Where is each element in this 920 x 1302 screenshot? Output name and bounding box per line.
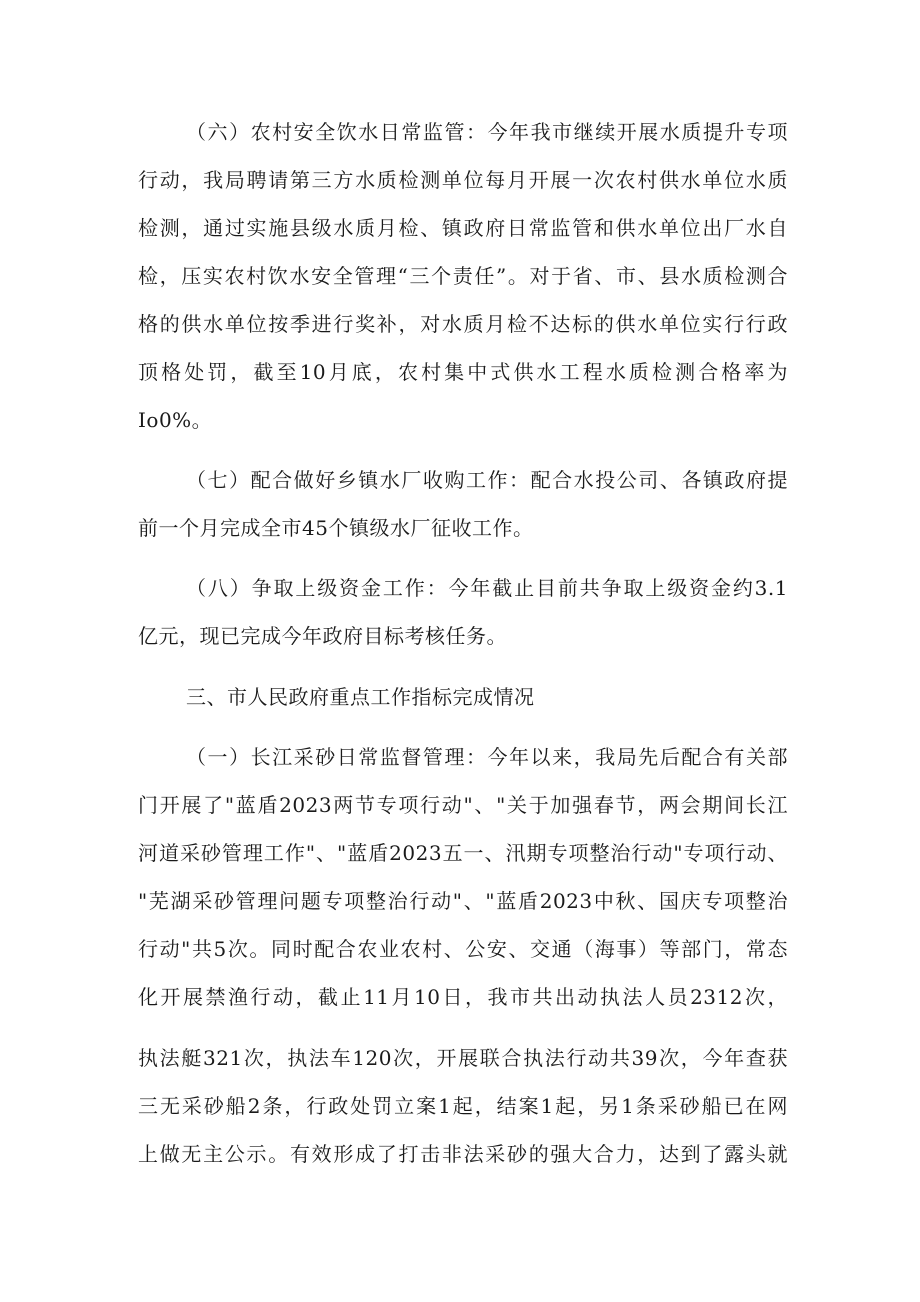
para-6-line-7: Io0%。 [138,408,213,432]
para-6-line-4: 检，压实农村饮水安全管理“三个责任”。对于省、市、县水质检测合 [138,264,788,288]
para-6-line-6: 顶格处罚，截至10月底，农村集中式供水工程水质检测合格率为 [138,360,788,384]
para-7-line-1: （七）配合做好乡镇水厂收购工作：配合水投公司、各镇政府提 [186,468,788,492]
para-1-line-9: 上做无主公示。有效形成了打击非法采砂的强大合力，达到了露头就 [138,1142,788,1166]
para-7-line-2: 前一个月完成全市45个镇级水厂征收工作。 [138,516,534,540]
para-8-line-2: 亿元，现已完成今年政府目标考核任务。 [138,624,507,648]
para-8-line-1: （八）争取上级资金工作：今年截止目前共争取上级资金约3.1 [186,576,788,600]
para-6-line-5: 格的供水单位按季进行奖补，对水质月检不达标的供水单位实行行政 [138,312,788,336]
para-6-line-3: 检测，通过实施县级水质月检、镇政府日常监管和供水单位出厂水自 [138,216,788,240]
para-1-line-2: 门开展了"蓝盾2023两节专项行动"、"关于加强春节，两会期间长江 [138,793,788,817]
para-6-line-2: 行动，我局聘请第三方水质检测单位每月开展一次农村供水单位水质 [138,168,788,192]
section-heading-3: 三、市人民政府重点工作指标完成情况 [186,685,535,709]
para-1-line-8: 三无采砂船2条，行政处罚立案1起，结案1起，另1条采砂船已在网 [138,1094,788,1118]
para-1-line-6: 化开展禁渔行动，截止11月10日，我市共出动执法人员2312次， [138,985,788,1009]
para-1-line-4: "芜湖采砂管理问题专项整治行动"、"蓝盾2023中秋、国庆专项整治 [138,889,788,913]
para-1-line-7: 执法艇321次，执法车120次，开展联合执法行动共39次，今年查获 [138,1046,788,1070]
para-1-line-3: 河道采砂管理工作"、"蓝盾2023五一、汛期专项整治行动"专项行动、 [138,841,788,865]
para-1-line-1: （一）长江采砂日常监督管理：今年以来，我局先后配合有关部 [186,745,788,769]
para-1-line-5: 行动"共5次。同时配合农业农村、公安、交通（海事）等部门，常态 [138,937,788,961]
para-6-line-1: （六）农村安全饮水日常监管：今年我市继续开展水质提升专项 [186,120,788,144]
